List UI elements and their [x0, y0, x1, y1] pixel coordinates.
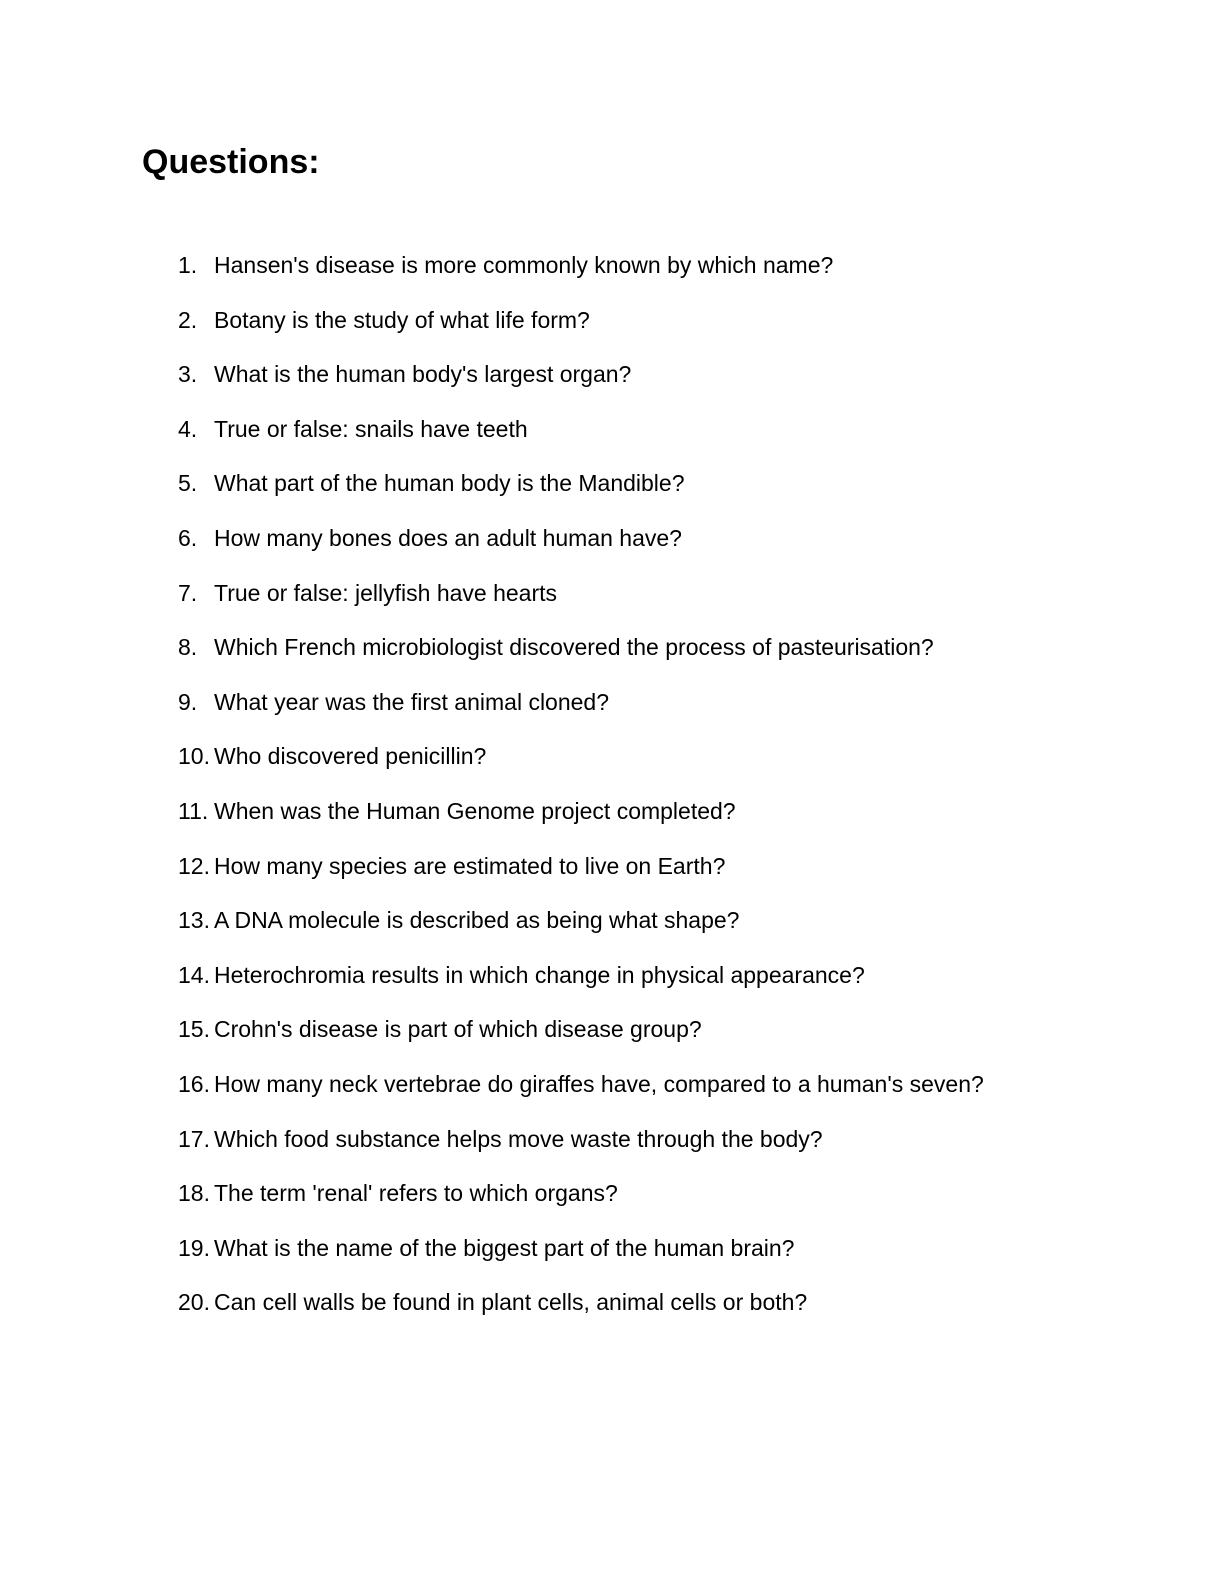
question-text: What is the human body's largest organ? — [214, 361, 632, 388]
question-text: True or false: snails have teeth — [214, 415, 528, 442]
question-text: Who discovered penicillin? — [214, 743, 487, 770]
question-number: 13. — [178, 907, 210, 934]
question-number: 2. — [178, 306, 198, 333]
question-text: When was the Human Genome project completed? — [214, 797, 736, 824]
question-number: 3. — [178, 361, 198, 388]
question-number: 4. — [178, 415, 198, 442]
question-number: 9. — [178, 688, 198, 715]
question-text: Which food substance helps move waste through the body? — [214, 1125, 823, 1152]
question-number: 16. — [178, 1070, 210, 1097]
question-text: What year was the first animal cloned? — [214, 688, 610, 715]
question-number: 15. — [178, 1016, 210, 1043]
question-number: 18. — [178, 1180, 210, 1207]
question-text: True or false: jellyfish have hearts — [214, 579, 558, 606]
question-text: What is the name of the biggest part of the human brain? — [214, 1234, 795, 1261]
question-text: Can cell walls be found in plant cells, animal cells or both? — [214, 1289, 808, 1316]
question-text: A DNA molecule is described as being what shape? — [214, 907, 740, 934]
question-number: 12. — [178, 852, 210, 879]
question-number: 8. — [178, 634, 198, 661]
question-text: Hansen's disease is more commonly known by which name? — [214, 252, 834, 278]
question-text: Which French microbiologist discovered the process of pasteurisation? — [214, 634, 934, 661]
question-number: 1. — [178, 252, 198, 278]
question-text: How many neck vertebrae do giraffes have, compared to a human's seven? — [214, 1070, 984, 1097]
question-number: 10. — [178, 743, 210, 770]
question-number: 7. — [178, 579, 198, 606]
question-text: Heterochromia results in which change in physical appearance? — [214, 961, 865, 988]
question-text: How many species are estimated to live on Earth? — [214, 852, 726, 879]
page-title: Questions: — [142, 143, 320, 181]
question-text: What part of the human body is the Mandible? — [214, 470, 685, 497]
question-number: 5. — [178, 470, 198, 497]
question-number: 11. — [178, 797, 209, 824]
question-number: 19. — [178, 1234, 210, 1261]
question-number: 20. — [178, 1289, 210, 1316]
question-text: Botany is the study of what life form? — [214, 306, 590, 333]
question-text: The term 'renal' refers to which organs? — [214, 1180, 618, 1207]
question-number: 6. — [178, 524, 198, 551]
question-text: Crohn's disease is part of which disease group? — [214, 1016, 702, 1043]
question-text: How many bones does an adult human have? — [214, 524, 682, 551]
question-number: 17. — [178, 1125, 210, 1152]
question-number: 14. — [178, 961, 210, 988]
